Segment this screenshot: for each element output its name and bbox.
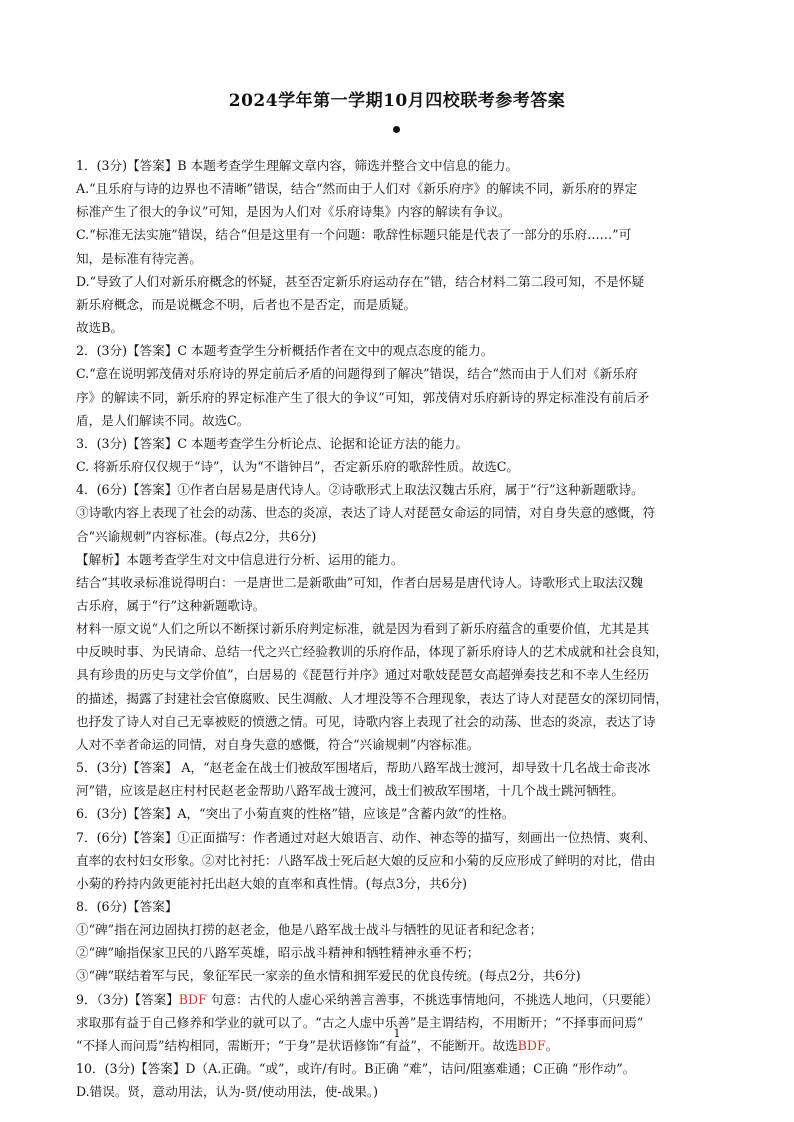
text-line: A.“且乐府与诗的边界也不清晰”错误，结合“然而由于人们对《新乐府序》的解读不同，新乐府的界定 bbox=[76, 181, 638, 197]
text-line: 4．(6分)【答案】①作者白居易是唐代诗人。②诗歌形式上取法汉魏古乐府，属于“行”这种新题歌诗。 bbox=[76, 482, 644, 498]
text-line: 故选B。 bbox=[76, 320, 124, 336]
text-line: 小菊的矜持内敛更能衬托出赵大娘的直率和真性情。(每点3分，共6分) bbox=[76, 875, 468, 891]
text-line bbox=[76, 988, 724, 1011]
text-line: 1．(3分)【答案】B 本题考查学生理解文章内容，筛选并整合文中信息的能力。 bbox=[76, 158, 519, 173]
text-line: 7．(6分)【答案】①正面描写：作者通过对赵大娘语言、动作、神态等的描写，刻画出一位热情、爽利、 bbox=[76, 829, 656, 845]
text-line: ③诗歌内容上表现了社会的动荡、世态的炎凉，表达了诗人对琵琶女命运的同情，对自身失意的感慨，符 bbox=[76, 505, 656, 521]
text-line: 新乐府概念，而是说概念不明，后者也不是否定，而是质疑。 bbox=[76, 296, 417, 312]
period: 。 bbox=[545, 1037, 559, 1053]
text-line: ①“碑”指在河边固执打捞的赵老金，他是八路军战士战斗与牺牲的见证者和纪念者； bbox=[76, 922, 543, 938]
text-line: 8．(6分)【答案】 bbox=[76, 899, 178, 914]
text-line: 5．(3分)【答案】 A，“赵老金在战士们被敌军围堵后，帮助八路军战士渡河，却导致十几名战士命丧冰 bbox=[76, 760, 651, 776]
q9-explanation-cont: “不择人而问焉”结构相同，需断开；“于身”是状语修饰“有益”，不能断开。故选 bbox=[76, 1037, 518, 1053]
answer-content bbox=[76, 154, 724, 1103]
text-line: C.“意在说明郭茂倩对乐府诗的界定前后矛盾的问题得到了解决”错误，结合“然而由于人们对《新乐府 bbox=[76, 366, 638, 382]
text-line: D.错误。贤，意动用法，认为-贤/使动用法，使-战果。) bbox=[76, 1084, 379, 1100]
q9-explanation: 句意：古代的人虚心采纳善言善事，不挑选事情地问，不挑选人地问，（只要能） bbox=[206, 991, 658, 1007]
text-line: 2．(3分)【答案】C 本题考查学生分析概括作者在文中的观点态度的能力。 bbox=[76, 343, 494, 359]
text-line: 3．(3分)【答案】C 本题考查学生分析论点、论据和论证方法的能力。 bbox=[76, 435, 469, 451]
text-line: D.“导致了人们对新乐府概念的怀疑，甚至否定新乐府运动存在”错，结合材料二第二段可知，不是怀疑 bbox=[76, 273, 645, 289]
text-line: C.“标准无法实施”错误，结合“但是这里有一个问题：歌辞性标题只能是代表了一部分的乐府……”可 bbox=[76, 227, 632, 243]
text-line: 直率的农村妇女形象。②对比衬托：八路军战士死后赵大娘的反应和小菊的反应形成了鲜明的对比，借由 bbox=[76, 852, 656, 868]
text-line: 具有珍贵的历史与文学价值”，白居易的《琵琶行并序》通过对歌妓琵琶女高超弹奏技艺和不幸人生经历 bbox=[76, 667, 650, 683]
text-line: 盾，是人们解读不同。故选C。 bbox=[76, 412, 250, 428]
text-line: 河”错，应该是赵庄村村民赵老金帮助八路军战士渡河，战士们被敌军围堵，十几个战士跳河牺牲。 bbox=[76, 783, 624, 799]
text-line: 序》的解读不同，新乐府的界定标准产生了很大的争议”可知，郭茂倩对乐府新诗的界定标准没有前后矛 bbox=[76, 389, 650, 405]
text-line: 6．(3分)【答案】A，“突出了小菊直爽的性格”错，应该是”含蓄内敛“的性格。 bbox=[76, 806, 515, 822]
text-line: 也抒发了诗人对自己无辜被贬的愤懑之情。可见，诗歌内容上表现了社会的动荡、世态的炎凉，表达了诗 bbox=[76, 713, 656, 729]
text-line: 知，是标准有待完善。 bbox=[76, 250, 202, 266]
q9-answer-highlight-2: BDF bbox=[517, 1037, 546, 1053]
page-title: 2024学年第一学期10月四校联考参考答案 bbox=[228, 91, 566, 111]
q9-answer-highlight: BDF bbox=[178, 991, 207, 1007]
bullet-dot bbox=[393, 126, 400, 133]
text-line: 中反映时事、为民请命、总结一代之兴亡经验教训的乐府作品，体现了新乐府诗人的艺术成就和社会良知， bbox=[76, 644, 668, 660]
q9-label: 9．（3分)【答案】 bbox=[76, 991, 179, 1007]
text-line: 的描述，揭露了封建社会官僚腐败、民生凋敝、人才埋没等不合理现象，表达了诗人对琵琶女的深切同情， bbox=[76, 690, 668, 706]
text-line: ②“碑”喻指保家卫民的八路军英雄，昭示战斗精神和牺牲精神永垂不朽； bbox=[76, 945, 480, 961]
text-line: 材料一原文说“人们之所以不断探讨新乐府判定标准，就是因为看到了新乐府蕴含的重要价值，尤其是其 bbox=[76, 621, 650, 637]
text-line: 10．(3分)【答案】D（A.正确。“或”，或许/有时。B正确 “难”，诘问/阻塞难通；C正确 “形作动”。 bbox=[76, 1061, 636, 1077]
page-number: 1 bbox=[393, 1027, 401, 1040]
text-line: ③“碑”联结着军与民，象征军民一家亲的鱼水情和拥军爱民的优良传统。(每点2分，共6分) bbox=[76, 968, 581, 984]
text-line: 合“兴谕规刺”内容标准。(每点2分，共6分) bbox=[76, 528, 317, 544]
text-line: 【解析】本题考查学生对文中信息进行分析、运用的能力。 bbox=[76, 551, 404, 567]
text-line: 人对不幸者命运的同情，对自身失意的感慨，符合“兴谕规刺”内容标准。 bbox=[76, 736, 480, 752]
text-line: C. 将新乐府仅仅规于“诗”，认为“不谐钟吕”，否定新乐府的歌辞性质。故选C。 bbox=[76, 459, 519, 475]
text-line: 古乐府，属于“行”这种新题歌诗。 bbox=[76, 597, 266, 613]
text-line: 求取那有益于自己修养和学业的就可以了。“古之人虚中乐善”是主谓结构，不用断开；“不择事而问焉” bbox=[76, 1014, 644, 1030]
text-line: 标准产生了很大的争议”可知，是因为人们对《乐府诗集》内容的解读有争议。 bbox=[76, 204, 511, 220]
text-line: 结合“其收录标准说得明白：一是唐世二是新歌曲”可知，作者白居易是唐代诗人。诗歌形式上取法汉魏 bbox=[76, 574, 644, 590]
